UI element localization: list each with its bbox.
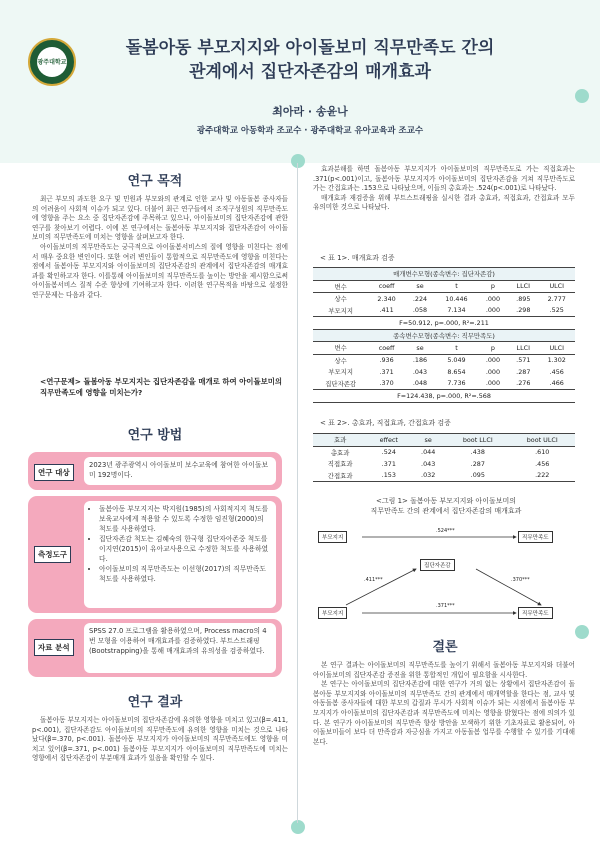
table-row xyxy=(313,458,575,470)
affiliation: 광주대학교 아동학과 조교수 · 광주대학교 유아교육과 조교수 xyxy=(196,126,424,136)
tool-item: • 아이돌보미의 직무만족도는 이선형(2017)의 직무만족도 척도를 사용하였다. xyxy=(99,564,271,584)
analysis-box xyxy=(28,619,282,677)
research-question: <연구문제> 돌봄아동 부모지지는 집단자존감을 매개로 하여 아이돌보미의 직무만족도에 영향을 미치는가? xyxy=(40,377,283,397)
table-cell: 5.049 xyxy=(447,356,466,365)
table-row xyxy=(313,470,575,482)
results-paragraph-3: 매개효과 재검증을 위해 부트스트래핑을 실시한 결과 총효과, 직접효과, 간접효과 모두 유의미한 것으로 나타났다. xyxy=(313,193,575,212)
table-cell: 2.777 xyxy=(547,294,566,303)
decor-dot-side xyxy=(575,625,589,639)
table1-col-header: ULCI xyxy=(549,343,565,352)
purpose-paragraph-1: 최근 부모의 과도한 요구 및 민원과 부모와의 관계로 인한 교사 및 아동돌봄 종사자들의 어려움이 사회적 이슈가 되고 있다. 더불어 최근 연구들에서 조직구성원의 직무만족도에 영향을 주는 요소 중 집단자존감에 주목하고 있으나, 아이돌보미의 집단자존감에 관한 연구를 찾아보기 어렵다. 이에 본 연구에서는 돌봄아동 부모지지와 집단자존감이 아이돌보미의 직무만족도에 미치는 영향을 살펴보고자 한다. xyxy=(32,195,288,242)
table-row xyxy=(313,354,575,366)
table-cell: .411 xyxy=(379,306,394,315)
title-line-1: 돌봄아동 부모지지와 아이돌보미 직무만족도 간의 xyxy=(125,38,495,58)
table2-caption: < 표 2>. 총효과, 직접효과, 간접효과 검증 xyxy=(320,419,451,427)
table-cell: .000 xyxy=(485,367,501,376)
table-cell: .466 xyxy=(549,379,564,388)
table2-col-header: 효과 xyxy=(333,436,347,445)
subject-box xyxy=(28,452,282,490)
table-cell: .000 xyxy=(485,356,501,365)
table-cell: .571 xyxy=(516,356,531,365)
effects-table xyxy=(313,433,575,482)
table1-col-header: LLCI xyxy=(516,282,531,291)
job-satisfaction-box-bottom: 직무만족도 xyxy=(518,607,553,619)
path-a-label: .411*** xyxy=(364,577,383,583)
table-row xyxy=(313,446,575,458)
table1-fit-1: F=50.912, p=.000, R²=.211 xyxy=(399,318,489,327)
table-cell: .000 xyxy=(485,294,501,303)
poster-header xyxy=(0,0,600,163)
purpose-paragraph-2: 아이돌보미의 직무만족도는 궁극적으로 아이돌봄서비스의 질에 영향을 미친다는 점에서 매우 중요한 변인이다. 또한 여러 변인들이 통합적으로 직무만족도에 영향을 미친다는 점에서 돌봄아동 부모지지와 아이돌보미의 집단자존감의 관계에서 집단자존감의 매개효과를 확인하고자 한다. 이를통해 아이돌보미의 직무만족도를 높이는 방안을 제시함으로써 아이돌봄서비스 질적 수준 향상에 기여하고자 한다. 이러한 연구목적을 바탕으로 설정한 연구문제는 다음과 같다. xyxy=(32,242,288,299)
job-satisfaction-box-top: 직무만족도 xyxy=(518,531,553,543)
table2-col-header: effect xyxy=(379,435,398,444)
table1-col-header: LLCI xyxy=(516,343,531,352)
table2-header-row xyxy=(313,434,575,447)
table-cell: 직접효과 xyxy=(327,460,353,469)
table1-fit-row-1 xyxy=(313,317,575,330)
table-row xyxy=(313,293,575,305)
table-cell: 8.654 xyxy=(447,367,466,376)
mediator-box: 집단자존감 xyxy=(420,559,455,571)
table-cell: .456 xyxy=(549,367,564,376)
table-cell: .043 xyxy=(412,367,428,376)
table-cell: 부모지지 xyxy=(328,306,354,315)
conclusion-paragraph-1: 본 연구 결과는 아이돌보미의 직무만족도를 높이기 위해서 돌봄아동 부모지지와 더불어 아이돌보미의 집단자존감 증진을 위한 통합적인 개입이 필요함을 시사한다. xyxy=(313,661,575,679)
table-cell: 부모지지 xyxy=(328,368,354,377)
parent-support-box-top: 부모지지 xyxy=(318,531,347,543)
table-cell: .000 xyxy=(485,379,501,388)
table1-col-header: t xyxy=(455,282,458,291)
table1-col-header: 변수 xyxy=(334,282,347,291)
figure-caption-line-2: 직무만족도 간의 관계에서 집단자존감의 매개효과 xyxy=(370,507,522,515)
poster-title xyxy=(90,36,530,84)
authors: 최아라 · 송윤나 xyxy=(272,105,348,118)
table1-col-header: p xyxy=(490,343,495,352)
tools-text xyxy=(84,501,276,608)
table-cell: .524 xyxy=(381,448,396,457)
results-paragraph-2: 효과분해를 하면 돌봄아동 부모지지가 아이돌보미의 직무만족도로 가는 직접효과는 .371(p<.001)이고, 돌봄아동 부모지지가 아이돌보미의 집단자존감을 거쳐 직무만족도로 가는 간접효과는 .153으로 나타났으며, 이들의 총효과는 .524(p<.001)로 나타났다. xyxy=(313,165,575,193)
table-cell: 상수 xyxy=(334,356,347,365)
table2-col-header: boot LLCI xyxy=(462,435,493,444)
tools-label: 측정도구 xyxy=(34,546,71,563)
decor-dot-top xyxy=(575,89,589,103)
table-cell: .370 xyxy=(379,379,394,388)
conclusion-text xyxy=(313,661,575,747)
table-row xyxy=(313,378,575,390)
table-cell: 집단자존감 xyxy=(325,379,357,388)
table-row xyxy=(313,305,575,317)
table-cell: .186 xyxy=(412,356,428,365)
tools-list xyxy=(89,504,271,584)
table2-col-header: boot ULCI xyxy=(526,435,558,444)
table1-span-2: 종속변수모형(종속변수: 직무만족도) xyxy=(393,331,495,340)
table-row xyxy=(313,366,575,378)
tool-item: • 돌봄아동 부모지지는 박지원(1985)의 사회적지지 척도를 보육교사에게 적용할 수 있도록 수정한 임진형(2000)의 척도를 사용하였다. xyxy=(99,504,271,534)
table-cell: .371 xyxy=(381,459,396,468)
analysis-text: SPSS 27.0 프로그램을 활용하였으며, Process macro의 4번 모형을 이용하여 매개효과를 검증하였다. 부트스트래핑(Bootstrapping)을 통해 매개효과의 유의성을 검증하였다. xyxy=(84,623,276,673)
results-text xyxy=(32,716,288,764)
title-line-2: 관계에서 집단자존감의 매개효과 xyxy=(189,62,431,82)
table2-col-header: se xyxy=(424,435,432,444)
conclusion-paragraph-2: 본 연구는 아이돌보미의 집단자존감에 대한 연구가 거의 없는 상황에서 집단자존감이 돌봄아동 부모지지와 아이돌보미의 직무만족도 간의 관계에서 매개역할을 한다는 점, 교사 및 아동돌봄 종사자들에 대한 부모의 갑질과 무시가 사회적 이슈가 되는 시점에서 돌봄아동 부모지지가 아이돌보미의 집단자존감과 직무만족도에 미치는 영향을 밝혔다는 점에 의의가 있다. 본 연구가 아이돌보미의 직무만족 향상 방안을 모색하기 위한 기초자료로 활용되어, 아이돌보미들이 보다 더 만족감과 자긍심을 가지고 아동돌봄 업무를 수행할 수 있기를 기대해본다. xyxy=(313,680,575,746)
table-cell: 10.446 xyxy=(445,294,468,303)
purpose-text xyxy=(32,195,288,301)
table1-header-row xyxy=(313,280,575,293)
table1-header-row-2 xyxy=(313,342,575,355)
table-cell: 총효과 xyxy=(330,448,350,457)
table-cell: 간접효과 xyxy=(327,471,353,480)
decor-dot-mid xyxy=(291,154,305,168)
table1-col-header: coeff xyxy=(378,343,395,352)
logo-text: 광주대학교 xyxy=(37,47,67,77)
table-cell: .043 xyxy=(421,459,436,468)
table-cell: .936 xyxy=(379,356,394,365)
table-cell: .298 xyxy=(516,306,531,315)
table1-span-row-2 xyxy=(313,329,575,342)
table-cell: .095 xyxy=(470,471,485,480)
table-cell: .456 xyxy=(535,459,550,468)
mediation-table xyxy=(313,267,575,403)
subject-text: 2023년 광주광역시 아이돌보미 보수교육에 참여한 아이돌보미 192명이다. xyxy=(84,457,276,485)
conclusion-heading: 결론 xyxy=(432,640,458,655)
method-heading: 연구 방법 xyxy=(127,428,183,443)
purpose-heading: 연구 목적 xyxy=(127,174,183,189)
column-divider xyxy=(297,163,298,823)
decor-dot-bottom xyxy=(291,820,305,834)
results-paragraph-1: 돌봄아동 부모지지는 아이돌보미의 집단자존감에 유의한 영향을 미치고 있고(β=.411, p<.001), 집단자존감도 아이돌보미의 직무만족도에 유의한 영향을 미치는 것으로 나타났다(β=.370, p<.001). 돌봄아동 부모지지가 아이돌보미의 직무만족도에도 영향을 미치고 있어(β=.371, p<.001) 돌봄아동 부모지지가 아이돌보미의 직무만족도에 미치는 영향에서 집단자존감이 부분매개 효과가 있음을 확인할 수 있다. xyxy=(32,716,288,763)
table-cell: 상수 xyxy=(334,295,347,304)
table-cell: 1.302 xyxy=(547,356,566,365)
table-cell: .610 xyxy=(535,448,550,457)
table-cell: .032 xyxy=(421,471,436,480)
table-cell: .276 xyxy=(516,379,531,388)
path-a-arrow xyxy=(346,569,416,605)
table-cell: 7.134 xyxy=(447,306,466,315)
table-cell: .438 xyxy=(470,448,485,457)
table-cell: .371 xyxy=(379,367,394,376)
table-cell: .058 xyxy=(412,306,428,315)
path-b-arrow xyxy=(476,569,541,605)
table-cell: .287 xyxy=(470,459,485,468)
table-cell: 2.340 xyxy=(377,294,396,303)
table-cell: .048 xyxy=(412,379,428,388)
path-b-label: .370*** xyxy=(511,577,530,583)
table-cell: 7.736 xyxy=(447,379,466,388)
table1-col-header: ULCI xyxy=(549,282,565,291)
parent-support-box-bottom: 부모지지 xyxy=(318,607,347,619)
table1-col-header: 변수 xyxy=(334,344,347,353)
university-logo xyxy=(28,38,76,86)
table1-caption: < 표 1>. 매개효과 검증 xyxy=(320,254,395,262)
table-cell: .222 xyxy=(535,471,550,480)
table1-col-header: p xyxy=(490,282,495,291)
table1-fit-row-2 xyxy=(313,390,575,403)
tool-item: • 집단자존감 척도는 김혜숙의 한국형 집단자아존중 척도를 이지연(2015)이 유아교사용으로 수정한 척도를 사용하였다. xyxy=(99,534,271,564)
subject-label: 연구 대상 xyxy=(34,464,74,481)
table1-col-header: se xyxy=(416,343,424,352)
figure-caption xyxy=(316,496,576,516)
results-continued xyxy=(313,165,575,213)
mediation-diagram xyxy=(316,527,576,619)
table-cell: .525 xyxy=(549,306,564,315)
tools-box xyxy=(28,496,282,613)
path-total-label: .524*** xyxy=(436,528,455,534)
table1-col-header: t xyxy=(455,343,458,352)
table-cell: .044 xyxy=(421,448,436,457)
table1-fit-2: F=124.438, p=.000, R²=.568 xyxy=(397,391,491,400)
table1-col-header: coeff xyxy=(378,282,395,291)
table1-span-1: 매개변수모형(종속변수: 집단자존감) xyxy=(393,270,495,279)
analysis-label: 자료 분석 xyxy=(34,639,74,656)
table1-span-row-1 xyxy=(313,268,575,281)
results-heading: 연구 결과 xyxy=(127,695,183,710)
table1-col-header: se xyxy=(416,282,424,291)
table-cell: .287 xyxy=(516,367,531,376)
table-cell: .153 xyxy=(381,471,396,480)
table-cell: .000 xyxy=(485,306,501,315)
table-cell: .895 xyxy=(516,294,531,303)
table-cell: .224 xyxy=(412,294,428,303)
path-direct-label: .371*** xyxy=(436,603,455,609)
figure-caption-line-1: <그림 1> 돌봄아동 부모지지와 아이돌보미의 xyxy=(375,497,517,505)
